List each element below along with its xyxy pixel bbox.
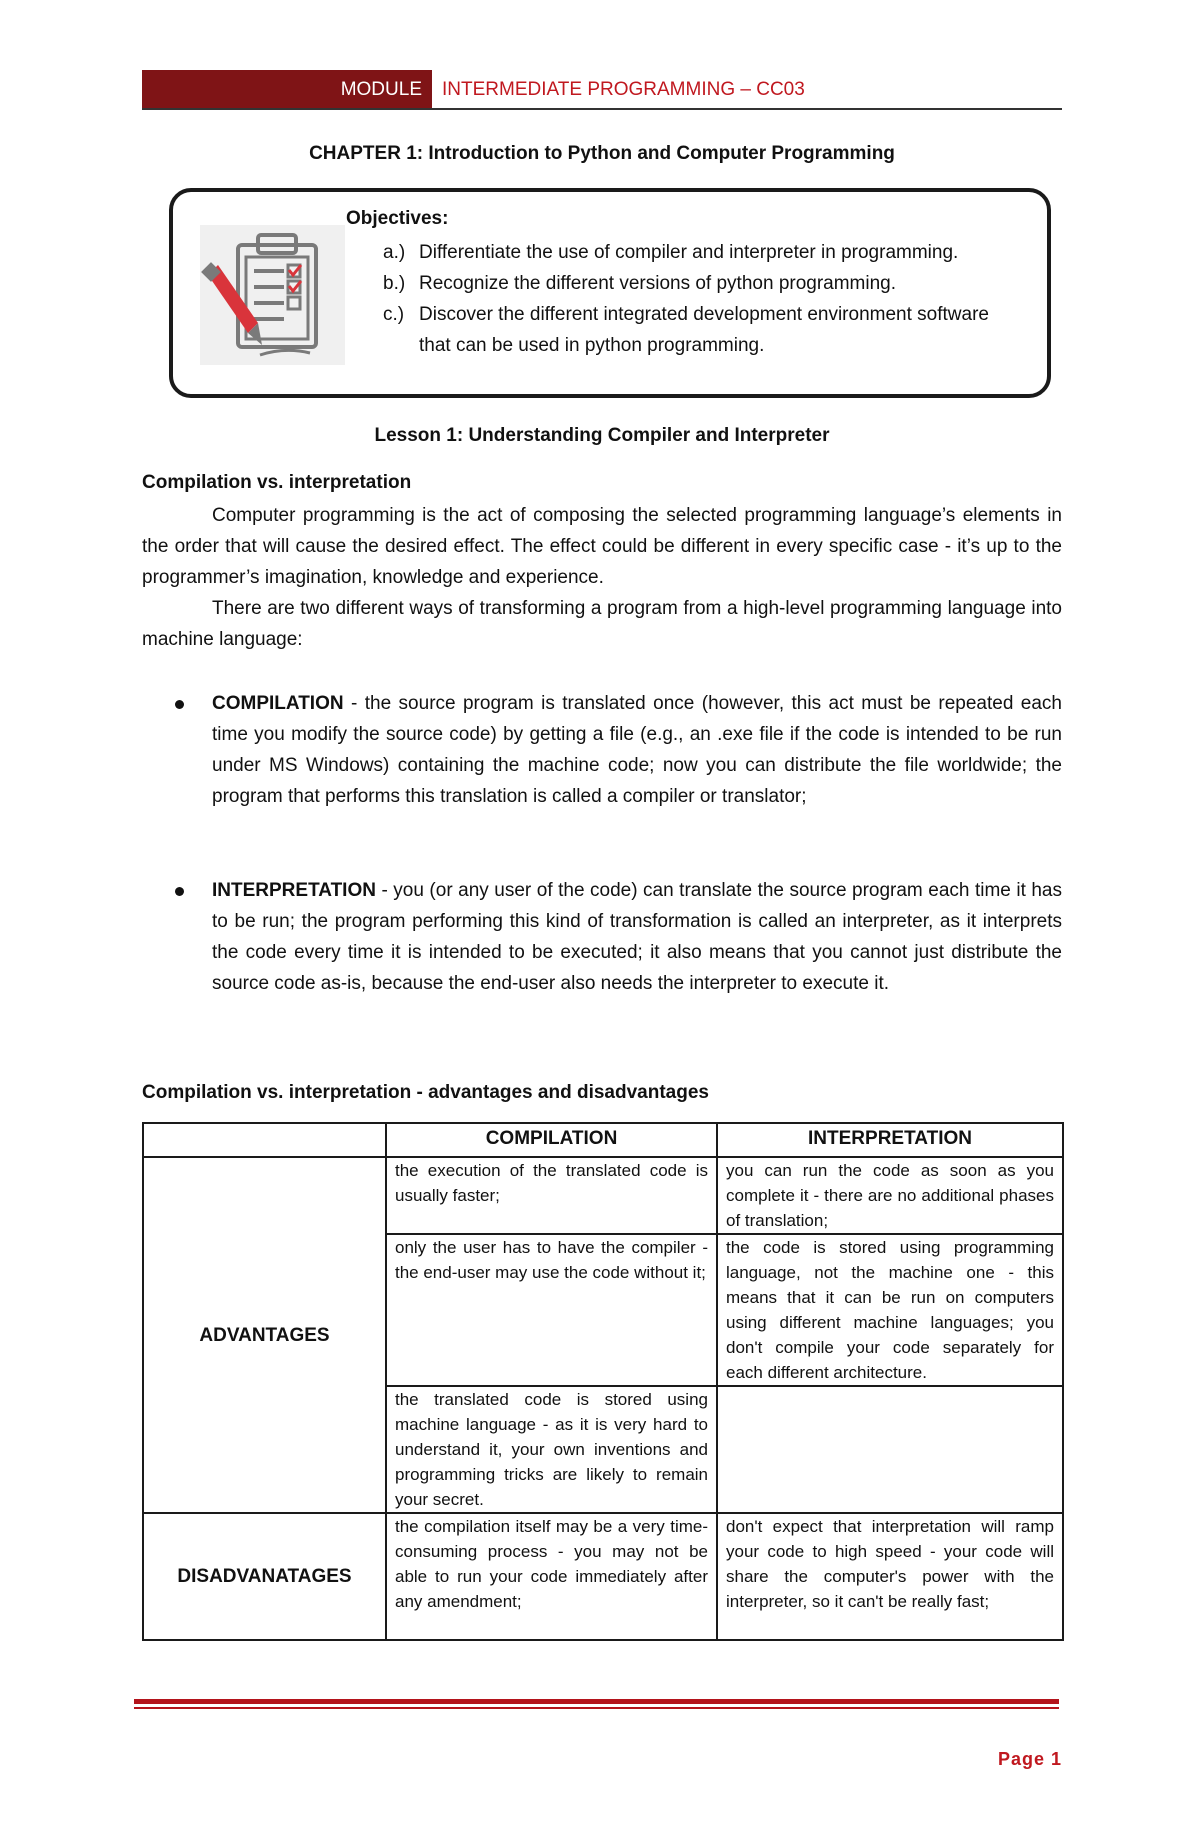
table-row: [143, 1157, 1063, 1234]
paragraph-text: Computer programming is the act of composing the selected programming language’s elements in the order that will cause the desired effect. The effect could be different in every specific case - it’s up to the programmer’s imagination, knowledge and experience.: [142, 505, 1062, 588]
objective-text: Recognize the different versions of python programming.: [419, 273, 897, 294]
table-cell: the code is stored using programming language, not the machine one - this means that it can be run on computers using different machine languages; you don't compile your code separately for each different architecture.: [717, 1234, 1063, 1386]
objective-item: [383, 268, 1013, 299]
objective-letter: c.): [383, 304, 405, 325]
objective-item: [383, 237, 1013, 268]
column-header: INTERPRETATION: [717, 1123, 1063, 1157]
row-header-advantages: ADVANTAGES: [143, 1157, 386, 1513]
bullet-text: - the source program is translated once (however, this act must be repeated each time you modify the source code) by getting a file (e.g., an .exe file if the code is intended to be run under MS Windows) containing the machine code; now you can distribute the file worldwide; the program that performs this translation is called a compiler or translator;: [212, 693, 1062, 807]
bullet-text: - you (or any user of the code) can translate the source program each time it has to be run; the program performing this kind of transformation is called an interpreter, as it interprets the code every time it is intended to be executed; it also means that you cannot just distribute the source code as-is, because the end-user also needs the interpreter to execute it.: [212, 880, 1062, 994]
lesson-title: Lesson 1: Understanding Compiler and Interpreter: [374, 425, 830, 446]
paragraph: [142, 500, 1062, 593]
bullet-dot-icon: [175, 887, 184, 896]
table-cell: the translated code is stored using machine language - as it is very hard to understand it, your own inventions and programming tricks are likely to remain your secret.: [386, 1386, 717, 1513]
table-corner-cell: [143, 1123, 386, 1157]
table-cell: only the user has to have the compiler - the end-user may use the code without it;: [386, 1234, 717, 1386]
checklist-clipboard-icon: [200, 225, 345, 365]
section-heading: Compilation vs. interpretation - advantages and disadvantages: [142, 1082, 709, 1103]
chapter-title: CHAPTER 1: Introduction to Python and Computer Programming: [309, 143, 895, 164]
comparison-table: [142, 1122, 1064, 1641]
row-header-disadvantages: DISADVANATAGES: [143, 1513, 386, 1640]
footer-rule: [134, 1707, 1059, 1709]
module-label: MODULE: [142, 70, 432, 108]
objectives-list: [383, 237, 1013, 361]
objective-text: Differentiate the use of compiler and interpreter in programming.: [419, 242, 959, 263]
module-header: [142, 70, 1062, 110]
table-cell: [717, 1386, 1063, 1513]
objectives-title: Objectives:: [346, 208, 449, 229]
table-cell: the compilation itself may be a very time-consuming process - you may not be able to run your code immediately after any amendment;: [386, 1513, 717, 1640]
table-cell: you can run the code as soon as you complete it - there are no additional phases of translation;: [717, 1157, 1063, 1234]
table-header-row: [143, 1123, 1063, 1157]
objective-letter: a.): [383, 242, 406, 263]
objective-text: Discover the different integrated development environment software that can be used in python programming.: [419, 304, 989, 356]
objective-item: [383, 299, 1013, 361]
objective-letter: b.): [383, 273, 406, 294]
page-number: Page 1: [997, 1749, 1062, 1769]
paragraph-text: There are two different ways of transforming a program from a high-level programming language into machine language:: [142, 598, 1062, 650]
bullet-term: INTERPRETATION: [212, 880, 376, 901]
course-title: INTERMEDIATE PROGRAMMING – CC03: [442, 79, 805, 100]
bullet-item: [142, 688, 1062, 812]
footer-rule: [134, 1699, 1059, 1704]
column-header: COMPILATION: [386, 1123, 717, 1157]
table-cell: don't expect that interpretation will ramp your code to high speed - your code will share the computer's power with the interpreter, so it can't be really fast;: [717, 1513, 1063, 1640]
bullet-item: [142, 875, 1062, 999]
table-cell: the execution of the translated code is usually faster;: [386, 1157, 717, 1234]
section-heading: Compilation vs. interpretation: [142, 472, 412, 493]
table-row: [143, 1513, 1063, 1640]
bullet-dot-icon: [175, 700, 184, 709]
paragraph: [142, 593, 1062, 655]
bullet-term: COMPILATION: [212, 693, 344, 714]
